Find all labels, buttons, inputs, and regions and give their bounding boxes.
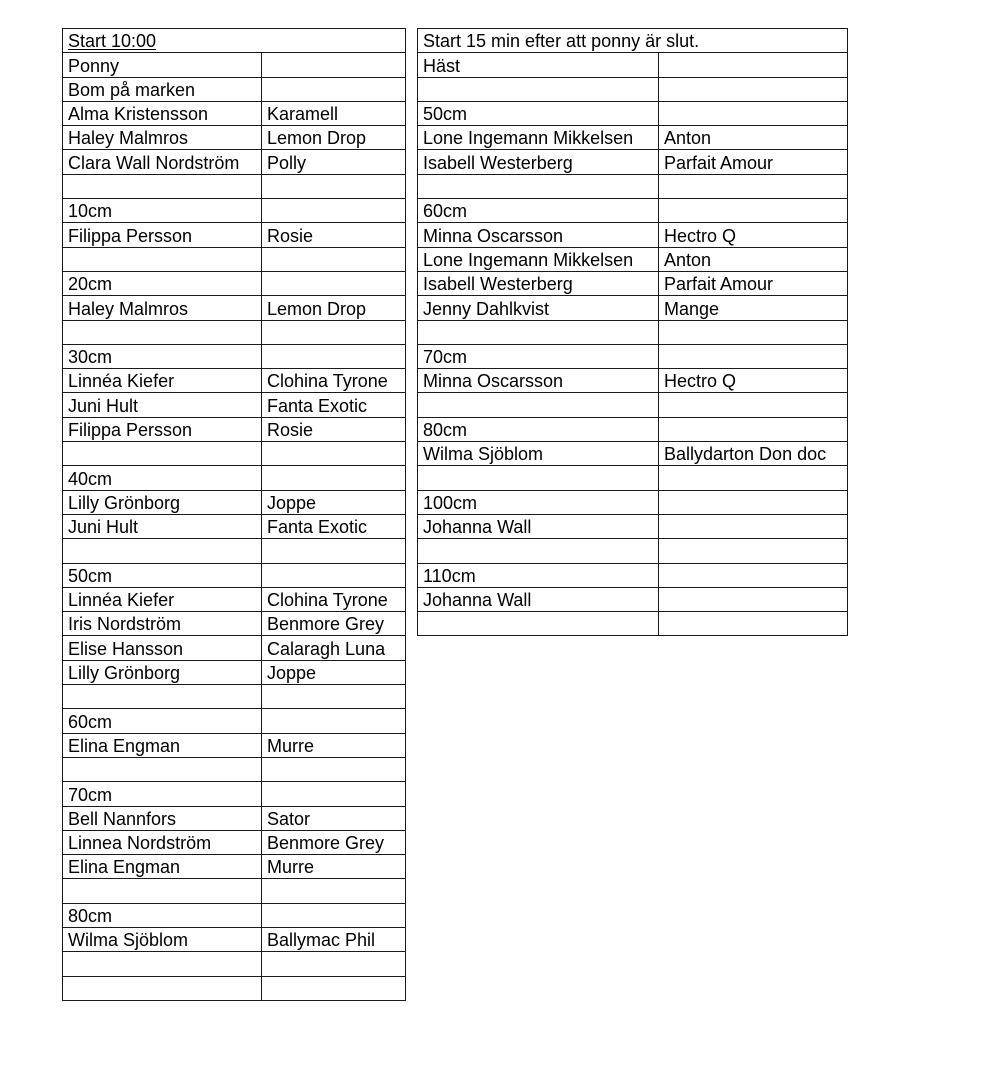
table-row	[418, 393, 848, 417]
horse-name-cell: Anton	[659, 247, 848, 271]
horse-name-cell: Rosie	[262, 417, 406, 441]
rider-or-class-cell	[418, 466, 659, 490]
rider-or-class-cell: Lone Ingemann Mikkelsen	[418, 247, 659, 271]
rider-or-class-cell: Johanna Wall	[418, 587, 659, 611]
table-row	[63, 733, 406, 757]
horse-name-cell	[659, 490, 848, 514]
horse-name-cell: Sator	[262, 806, 406, 830]
horse-name-cell	[262, 77, 406, 101]
rider-or-class-cell: 100cm	[418, 490, 659, 514]
table-row	[63, 709, 406, 733]
table-row	[63, 806, 406, 830]
horse-name-cell	[262, 344, 406, 368]
horse-name-cell	[659, 393, 848, 417]
rider-or-class-cell: 110cm	[418, 563, 659, 587]
horse-name-cell: Benmore Grey	[262, 612, 406, 636]
rider-or-class-cell: Linnéa Kiefer	[63, 369, 262, 393]
table-row	[63, 855, 406, 879]
table-row	[418, 587, 848, 611]
horse-name-cell	[659, 199, 848, 223]
horse-name-cell	[659, 612, 848, 636]
horse-name-cell: Karamell	[262, 101, 406, 125]
horse-name-cell: Parfait Amour	[659, 271, 848, 295]
table-row	[418, 466, 848, 490]
horse-name-cell	[262, 879, 406, 903]
rider-or-class-cell: Elina Engman	[63, 733, 262, 757]
table-row	[63, 563, 406, 587]
rider-or-class-cell: 50cm	[418, 101, 659, 125]
pony-start-time-text: Start 10:00	[68, 31, 157, 52]
rider-or-class-cell	[63, 976, 262, 1000]
horse-name-cell	[659, 587, 848, 611]
horse-name-cell	[659, 101, 848, 125]
horse-name-cell: Parfait Amour	[659, 150, 848, 174]
table-row	[63, 393, 406, 417]
table-row	[63, 879, 406, 903]
rider-or-class-cell: Filippa Persson	[63, 417, 262, 441]
horse-name-cell: Murre	[262, 855, 406, 879]
horse-name-cell	[659, 466, 848, 490]
horse-name-cell	[262, 952, 406, 976]
rider-or-class-cell: Juni Hult	[63, 514, 262, 538]
table-row	[63, 782, 406, 806]
table-row	[418, 271, 848, 295]
table-row	[63, 927, 406, 951]
table-row	[63, 976, 406, 1000]
rider-or-class-cell: Lone Ingemann Mikkelsen	[418, 126, 659, 150]
rider-or-class-cell: Juni Hult	[63, 393, 262, 417]
rider-or-class-cell: Lilly Grönborg	[63, 490, 262, 514]
rider-or-class-cell	[63, 879, 262, 903]
rider-or-class-cell: 70cm	[418, 344, 659, 368]
horse-name-cell: Hectro Q	[659, 223, 848, 247]
table-row	[418, 126, 848, 150]
horse-name-cell	[262, 174, 406, 198]
table-row	[418, 490, 848, 514]
rider-or-class-cell: Isabell Westerberg	[418, 271, 659, 295]
horse-name-cell	[659, 563, 848, 587]
table-row	[418, 612, 848, 636]
horse-name-cell	[262, 709, 406, 733]
rider-or-class-cell: Linnéa Kiefer	[63, 587, 262, 611]
table-row	[418, 320, 848, 344]
horse-name-cell	[262, 53, 406, 77]
table-row	[63, 685, 406, 709]
table-row	[418, 344, 848, 368]
rider-or-class-cell: Bell Nannfors	[63, 806, 262, 830]
horse-name-cell	[262, 757, 406, 781]
rider-or-class-cell: Wilma Sjöblom	[418, 442, 659, 466]
horse-name-cell: Ballymac Phil	[262, 927, 406, 951]
horse-name-cell: Ballydarton Don doc	[659, 442, 848, 466]
table-row	[418, 223, 848, 247]
rider-or-class-cell: Linnea Nordström	[63, 830, 262, 854]
rider-or-class-cell: 70cm	[63, 782, 262, 806]
horse-name-cell	[262, 976, 406, 1000]
horse-name-cell: Benmore Grey	[262, 830, 406, 854]
horse-name-cell	[262, 782, 406, 806]
rider-or-class-cell: 20cm	[63, 271, 262, 295]
horse-name-cell: Hectro Q	[659, 369, 848, 393]
table-row	[418, 296, 848, 320]
horse-name-cell: Rosie	[262, 223, 406, 247]
table-row	[63, 442, 406, 466]
rider-or-class-cell: Haley Malmros	[63, 296, 262, 320]
horse-name-cell	[262, 247, 406, 271]
table-row	[418, 150, 848, 174]
horse-name-cell: Calaragh Luna	[262, 636, 406, 660]
table-row	[418, 199, 848, 223]
table-row	[418, 77, 848, 101]
horse-name-cell	[659, 514, 848, 538]
rider-or-class-cell: Haley Malmros	[63, 126, 262, 150]
table-row	[63, 271, 406, 295]
horse-name-cell: Joppe	[262, 490, 406, 514]
rider-or-class-cell: Häst	[418, 53, 659, 77]
table-row	[63, 77, 406, 101]
rider-or-class-cell: Ponny	[63, 53, 262, 77]
table-row	[63, 660, 406, 684]
table-row	[63, 830, 406, 854]
horse-name-cell: Joppe	[262, 660, 406, 684]
horse-name-cell	[659, 417, 848, 441]
horse-name-cell: Lemon Drop	[262, 126, 406, 150]
rider-or-class-cell: Minna Oscarsson	[418, 223, 659, 247]
table-row	[418, 563, 848, 587]
rider-or-class-cell	[63, 685, 262, 709]
rider-or-class-cell	[418, 77, 659, 101]
horse-name-cell	[262, 903, 406, 927]
pony-start-time	[63, 29, 406, 53]
rider-or-class-cell: 40cm	[63, 466, 262, 490]
horse-start-time: Start 15 min efter att ponny är slut.	[418, 29, 848, 53]
table-row	[63, 514, 406, 538]
horse-name-cell	[262, 320, 406, 344]
horse-name-cell	[262, 685, 406, 709]
table-title-row	[63, 29, 406, 53]
table-row	[63, 101, 406, 125]
table-row	[63, 417, 406, 441]
table-row	[418, 369, 848, 393]
table-row	[63, 223, 406, 247]
table-row	[63, 174, 406, 198]
table-row	[418, 417, 848, 441]
table-row	[418, 101, 848, 125]
horse-name-cell	[262, 442, 406, 466]
rider-or-class-cell: 80cm	[418, 417, 659, 441]
horse-name-cell	[659, 174, 848, 198]
horse-name-cell: Mange	[659, 296, 848, 320]
rider-or-class-cell	[63, 757, 262, 781]
rider-or-class-cell: Wilma Sjöblom	[63, 927, 262, 951]
table-row	[63, 539, 406, 563]
rider-or-class-cell: Alma Kristensson	[63, 101, 262, 125]
rider-or-class-cell: Clara Wall Nordström	[63, 150, 262, 174]
rider-or-class-cell	[418, 174, 659, 198]
table-row	[63, 150, 406, 174]
table-row	[63, 636, 406, 660]
rider-or-class-cell: 60cm	[63, 709, 262, 733]
horse-name-cell	[659, 320, 848, 344]
table-row	[418, 174, 848, 198]
rider-or-class-cell	[418, 393, 659, 417]
horse-name-cell: Fanta Exotic	[262, 514, 406, 538]
rider-or-class-cell: 50cm	[63, 563, 262, 587]
horse-name-cell	[659, 77, 848, 101]
table-row	[418, 247, 848, 271]
horse-name-cell	[262, 563, 406, 587]
rider-or-class-cell	[63, 952, 262, 976]
horse-name-cell	[262, 539, 406, 563]
table-row	[418, 514, 848, 538]
horse-name-cell	[262, 199, 406, 223]
rider-or-class-cell: Jenny Dahlkvist	[418, 296, 659, 320]
rider-or-class-cell	[63, 442, 262, 466]
rider-or-class-cell: Filippa Persson	[63, 223, 262, 247]
table-row	[63, 247, 406, 271]
rider-or-class-cell	[418, 539, 659, 563]
horse-name-cell	[659, 539, 848, 563]
rider-or-class-cell: 10cm	[63, 199, 262, 223]
table-row	[63, 369, 406, 393]
horse-name-cell	[262, 271, 406, 295]
rider-or-class-cell: Minna Oscarsson	[418, 369, 659, 393]
horse-name-cell: Murre	[262, 733, 406, 757]
table-row	[63, 199, 406, 223]
horse-name-cell: Fanta Exotic	[262, 393, 406, 417]
table-row	[63, 466, 406, 490]
horse-name-cell: Lemon Drop	[262, 296, 406, 320]
rider-or-class-cell: 80cm	[63, 903, 262, 927]
table-row	[63, 126, 406, 150]
rider-or-class-cell	[418, 612, 659, 636]
rider-or-class-cell	[418, 320, 659, 344]
rider-or-class-cell: Elina Engman	[63, 855, 262, 879]
table-row	[63, 344, 406, 368]
table-row	[63, 320, 406, 344]
horse-name-cell: Clohina Tyrone	[262, 587, 406, 611]
rider-or-class-cell	[63, 247, 262, 271]
table-row	[63, 952, 406, 976]
table-row	[63, 53, 406, 77]
table-row	[63, 903, 406, 927]
pony-schedule-table	[62, 28, 406, 1001]
horse-name-cell	[659, 53, 848, 77]
horse-schedule-table	[417, 28, 848, 636]
table-row	[63, 490, 406, 514]
horse-name-cell	[262, 466, 406, 490]
table-row	[63, 612, 406, 636]
rider-or-class-cell	[63, 539, 262, 563]
table-row	[63, 757, 406, 781]
rider-or-class-cell: Lilly Grönborg	[63, 660, 262, 684]
horse-name-cell	[659, 344, 848, 368]
table-row	[418, 53, 848, 77]
rider-or-class-cell: 60cm	[418, 199, 659, 223]
rider-or-class-cell: 30cm	[63, 344, 262, 368]
table-row	[63, 296, 406, 320]
rider-or-class-cell: Johanna Wall	[418, 514, 659, 538]
horse-name-cell: Polly	[262, 150, 406, 174]
rider-or-class-cell	[63, 174, 262, 198]
rider-or-class-cell: Bom på marken	[63, 77, 262, 101]
rider-or-class-cell	[63, 320, 262, 344]
horse-name-cell: Anton	[659, 126, 848, 150]
horse-name-cell: Clohina Tyrone	[262, 369, 406, 393]
table-title-row	[418, 29, 848, 53]
rider-or-class-cell: Elise Hansson	[63, 636, 262, 660]
table-row	[63, 587, 406, 611]
rider-or-class-cell: Iris Nordström	[63, 612, 262, 636]
table-row	[418, 442, 848, 466]
table-row	[418, 539, 848, 563]
rider-or-class-cell: Isabell Westerberg	[418, 150, 659, 174]
